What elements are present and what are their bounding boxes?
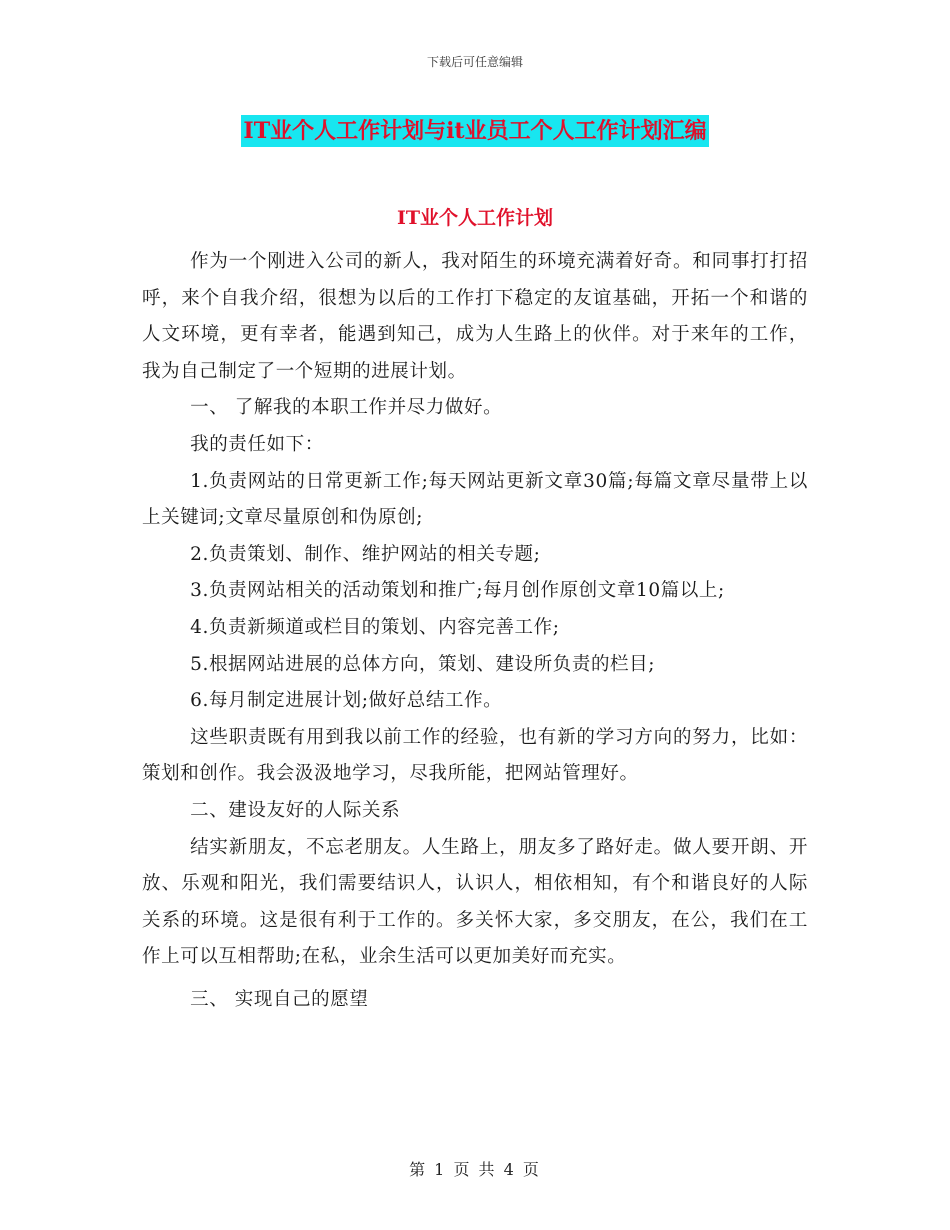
list-item-duty-3: 3.负责网站相关的活动策划和推广;每月创作原创文章10篇以上; xyxy=(190,580,725,602)
paragraph-duties-summary: 这些职责既有用到我以前工作的经验，也有新的学习方向的努力，比如：策划和创作。我会汲汲地学习，尽我所能，把网站管理好。 xyxy=(142,726,808,785)
heading-section-1: 一、 了解我的本职工作并尽力做好。 xyxy=(190,397,503,419)
main-title: IT业个人工作计划与it业员工个人工作计划汇编 xyxy=(241,115,708,147)
list-item-duty-2: 2.负责策划、制作、维护网站的相关专题; xyxy=(190,543,541,565)
paragraph-intro: 作为一个刚进入公司的新人，我对陌生的环境充满着好奇。和同事打打招呼，来个自我介绍，很想为以后的工作打下稳定的友谊基础，开拓一个和谐的人文环境，更有幸者，能遇到知己，成为人生路上的伙伴。对于来年的工作，我为自己制定了一个短期的进展计划。 xyxy=(142,251,808,382)
page-number: 第 1 页 共 4 页 xyxy=(409,1160,541,1179)
heading-section-3: 三、 实现自己的愿望 xyxy=(190,988,369,1010)
paragraph-relationships: 结实新朋友，不忘老朋友。人生路上，朋友多了路好走。做人要开朗、开放、乐观和阳光，我们需要结识人，认识人，相依相知，有个和谐良好的人际关系的环境。这是很有利于工作的。多关怀大家，多交朋友，在公，我们在工作上可以互相帮助;在私，业余生活可以更加美好而充实。 xyxy=(142,836,808,968)
list-item-duty-1: 1.负责网站的日常更新工作;每天网站更新文章30篇;每篇文章尽量带上以上关键词;文章尽量原创和伪原创; xyxy=(142,470,808,529)
header-note: 下载后可任意编辑 xyxy=(426,55,523,69)
section-title: IT业个人工作计划 xyxy=(396,207,554,229)
paragraph-duties-intro: 我的责任如下： xyxy=(190,433,324,455)
list-item-duty-4: 4.负责新频道或栏目的策划、内容完善工作; xyxy=(190,616,560,638)
document-body xyxy=(142,244,808,1018)
heading-section-2: 二、建设友好的人际关系 xyxy=(190,799,401,821)
main-title-wrap xyxy=(0,115,950,147)
list-item-duty-6: 6.每月制定进展计划;做好总结工作。 xyxy=(190,690,503,712)
list-item-duty-5: 5.根据网站进展的总体方向，策划、建设所负责的栏目; xyxy=(190,653,656,675)
